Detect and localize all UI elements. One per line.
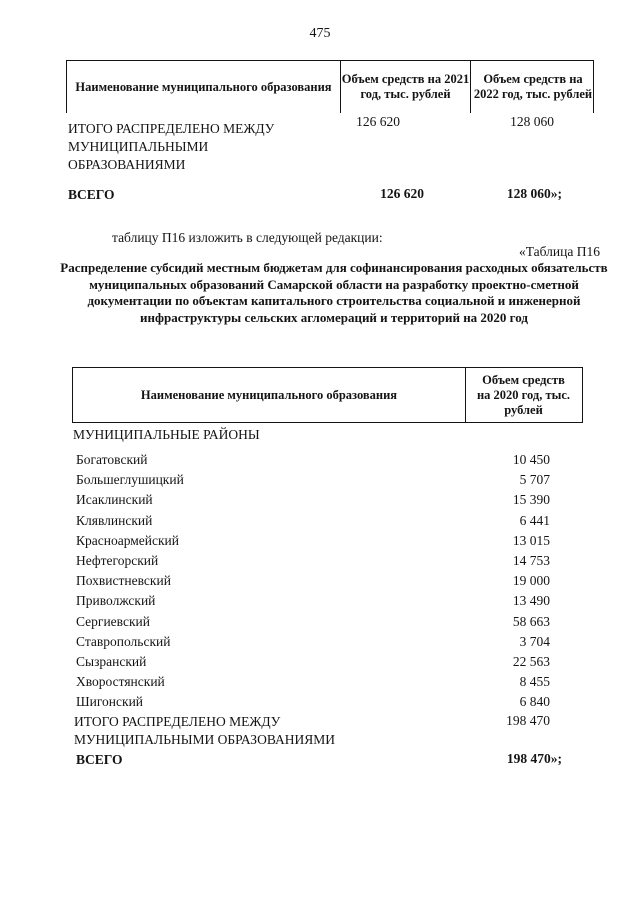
table-row-value: 6 840 [519,694,550,709]
table1-grand-total-2021: 126 620 [380,186,424,201]
table2-section-label: МУНИЦИПАЛЬНЫЕ РАЙОНЫ [73,427,260,442]
table2-header [72,367,583,423]
table2-grand-total-value: 198 470»; [506,751,562,766]
table-row-name: Хворостянский [76,674,165,689]
table1-total-distributed-2022: 128 060 [510,114,554,129]
table-row-name: Похвистневский [76,573,171,588]
table-row-value: 5 707 [519,472,550,487]
table-row-name: Приволжский [76,593,156,608]
table1-header-name: Наименование муниципального образования [67,61,341,113]
table-row-name: Сызранский [76,654,147,669]
table-row-value: 15 390 [512,492,550,507]
table2-grand-total-label: ВСЕГО [76,752,123,767]
table-row-name: Сергиевский [76,614,150,629]
table-row-name: Клявлинский [76,513,153,528]
table-row-value: 8 455 [519,674,550,689]
table2-header-name: Наименование муниципального образования [73,368,466,422]
table1-total-distributed-label: ИТОГО РАСПРЕДЕЛЕНО МЕЖДУ МУНИЦИПАЛЬНЫМИ ОБРАЗОВАНИЯМИ [68,121,275,172]
table1-total-distributed-2021: 126 620 [356,114,400,129]
table2-total-distributed-label: ИТОГО РАСПРЕДЕЛЕНО МЕЖДУ МУНИЦИПАЛЬНЫМИ ОБРАЗОВАНИЯМИ [74,714,335,747]
table2-total-distributed-value: 198 470 [506,713,550,728]
table-row-name: Шигонский [76,694,144,709]
table-row-value: 13 015 [512,533,550,548]
page-number: 475 [309,26,331,41]
table-row-name: Ставропольский [76,634,171,649]
table1-header-2022: Объем средств на 2022 год, тыс. рублей [473,72,593,101]
table-row-value: 10 450 [512,452,550,467]
table-row-value: 19 000 [512,573,550,588]
instruction-text: таблицу П16 изложить в следующей редакции: [112,230,383,245]
table-row-value: 14 753 [512,553,550,568]
table1-header [66,60,594,113]
table-row-value: 22 563 [512,654,550,669]
table1-header-2021: Объем средств на 2021 год, тыс. рублей [341,61,471,113]
table1-grand-total-2022: 128 060»; [506,186,562,201]
table1-grand-total-label: ВСЕГО [68,187,115,202]
table-reference: «Таблица П16 [519,244,600,259]
table-row-name: Большеглушицкий [76,472,184,487]
table-row-name: Богатовский [76,452,148,467]
table-row-value: 3 704 [519,634,550,649]
table-row-name: Нефтегорский [76,553,159,568]
table2-caption: Распределение субсидий местным бюджетам для софинансирования расходных обязательств муниципальных образований Самарской области на разработку проектно-сметной документации по объектам капитального строительства социальной и инженерной инфраструктуры сельских агломераций и территорий на 2020 год [60,260,608,325]
table2-header-2020: Объем средств на 2020 год, тыс. рублей [476,372,571,417]
table-row-value: 13 490 [512,593,550,608]
table-row-name: Красноармейский [76,533,180,548]
table-row-value: 58 663 [512,614,550,629]
table-row-value: 6 441 [519,513,550,528]
table-row-name: Исаклинский [76,492,153,507]
